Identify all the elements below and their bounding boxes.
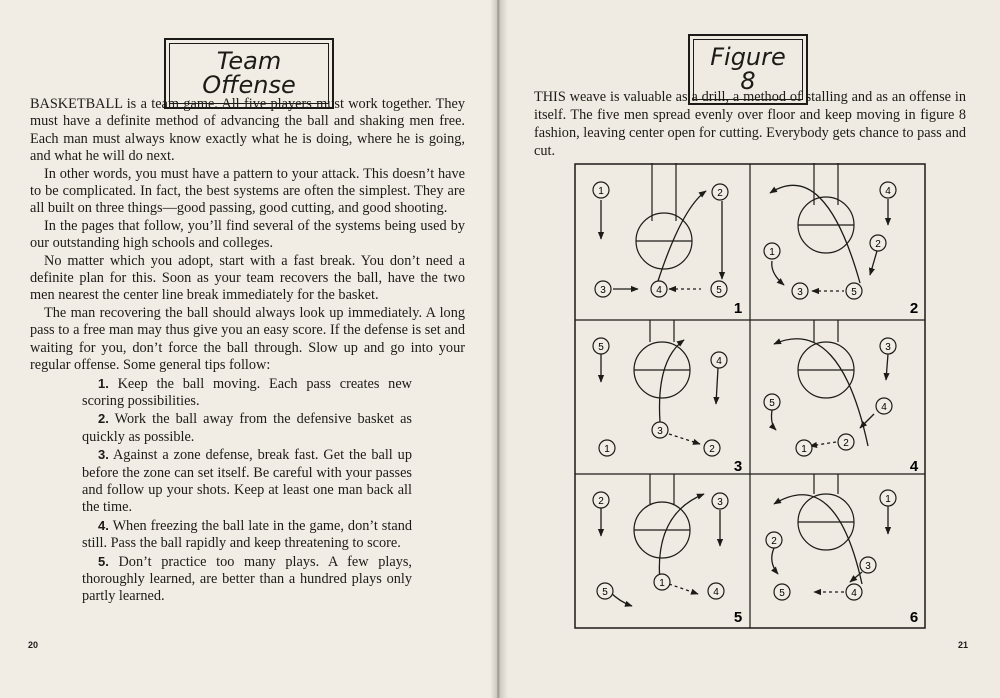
player-marker xyxy=(652,422,668,438)
player-marker xyxy=(593,492,609,508)
player-number: 1 xyxy=(604,444,610,455)
player-number: 4 xyxy=(656,285,662,296)
panel-number: 2 xyxy=(909,300,919,317)
tip-text: When freezing the ball late in the game, don’t stand still. Pass the ball rapidly and keep threatening to score. xyxy=(82,517,412,552)
player-number: 4 xyxy=(716,356,722,367)
tips-list xyxy=(82,375,412,606)
player-marker xyxy=(870,235,886,251)
player-number: 3 xyxy=(600,285,606,296)
diagram-panel-2 xyxy=(764,163,918,317)
player-marker xyxy=(860,557,876,573)
paragraph: The man recovering the ball should always look up immediately. A long pass to a free man may thus give you an easy score. If the defense is set and waiting for you, don’t force the ball through. Slow up and go into your regular offense. Some general tips follow: xyxy=(30,304,465,374)
player-marker xyxy=(846,283,862,299)
player-marker xyxy=(774,584,790,600)
player-marker xyxy=(766,532,782,548)
tip-item xyxy=(82,375,412,411)
player-marker xyxy=(595,281,611,297)
player-marker xyxy=(654,574,670,590)
free-throw-lane xyxy=(636,163,692,269)
player-number: 3 xyxy=(865,561,871,572)
player-marker xyxy=(838,434,854,450)
panel-number: 5 xyxy=(733,609,743,626)
player-number: 3 xyxy=(657,426,663,437)
diagram-panel-4 xyxy=(764,320,919,475)
tip-text: Keep the ball moving. Each pass creates new scoring possibilities. xyxy=(82,375,412,409)
player-marker xyxy=(792,283,808,299)
player-marker xyxy=(796,440,812,456)
diagram-panel-1 xyxy=(593,163,742,317)
tip-number: 3. xyxy=(98,447,109,463)
paragraph: No matter which you adopt, start with a fast break. You don’t need a definite plan for this. Soon as your team recovers the ball, have the two men nearest the center line break immediately for the basket. xyxy=(30,252,465,304)
diagram-panel-5 xyxy=(593,474,742,626)
figure-8-diagram xyxy=(574,163,926,629)
free-throw-lane xyxy=(798,320,854,398)
left-body-text xyxy=(30,96,465,606)
player-marker xyxy=(846,584,862,600)
free-throw-lane xyxy=(634,320,690,398)
player-number: 1 xyxy=(885,494,891,505)
free-throw-lane xyxy=(798,474,854,550)
panel-number: 6 xyxy=(909,609,919,626)
left-page xyxy=(0,0,497,698)
player-number: 1 xyxy=(769,247,775,258)
player-number: 3 xyxy=(717,497,723,508)
page-number: 20 xyxy=(28,640,39,650)
tip-number: 4. xyxy=(98,517,109,533)
player-number: 2 xyxy=(598,496,604,507)
player-number: 3 xyxy=(885,342,891,353)
player-marker xyxy=(704,440,720,456)
player-marker xyxy=(764,394,780,410)
paragraph: BASKETBALL is a team game. All five players must work together. They must have a definite method of advancing the ball and shaking men free. Each man must always know exactly what he is doing, where he is going, and what he will do next. xyxy=(30,96,465,165)
player-marker xyxy=(651,281,667,297)
panel-number: 1 xyxy=(733,300,743,317)
figure-description: THIS weave is valuable as a drill, a method of stalling and as an offense in itself. The five men spread evenly over floor and keep moving in figure 8 fashion, leaving center open for cutting. Everybody gets chance to pass and cut. xyxy=(534,89,966,159)
diagram-panel-6 xyxy=(766,474,918,626)
player-marker xyxy=(593,182,609,198)
player-marker xyxy=(764,243,780,259)
page-number: 21 xyxy=(958,640,969,650)
tip-item xyxy=(82,446,412,517)
player-number: 3 xyxy=(797,287,803,298)
player-number: 5 xyxy=(769,398,775,409)
tip-text: Against a zone defense, break fast. Get the ball up before the zone can set itself. Be careful with your passes and follow up your shots. Keep at least one man back all the time. xyxy=(82,447,412,516)
panel-number: 3 xyxy=(733,458,743,475)
player-number: 5 xyxy=(779,588,785,599)
player-number: 5 xyxy=(716,285,722,296)
diagram-panel-3 xyxy=(593,320,742,475)
player-number: 2 xyxy=(709,444,715,455)
tip-text: Don’t practice too many plays. A few plays, thoroughly learned, are better than a hundred plays only partly learned. xyxy=(82,553,412,605)
player-number: 4 xyxy=(885,186,891,197)
player-number: 1 xyxy=(659,578,665,589)
player-marker xyxy=(880,338,896,354)
player-number: 2 xyxy=(843,438,849,449)
player-number: 2 xyxy=(717,188,723,199)
player-marker xyxy=(599,440,615,456)
tip-item xyxy=(82,517,412,553)
tip-text: Work the ball away from the defensive basket as quickly as possible. xyxy=(82,411,412,445)
paragraph: In the pages that follow, you’ll find several of the systems being used by our outstanding high schools and colleges. xyxy=(30,217,465,252)
player-number: 4 xyxy=(851,588,857,599)
tip-number: 5. xyxy=(98,553,109,569)
player-marker xyxy=(593,338,609,354)
tip-number: 1. xyxy=(98,375,109,391)
player-number: 2 xyxy=(875,239,881,250)
tip-item xyxy=(82,553,412,606)
tip-item xyxy=(82,410,412,446)
panel-number: 4 xyxy=(909,458,919,475)
player-number: 5 xyxy=(598,342,604,353)
player-marker xyxy=(712,184,728,200)
player-marker xyxy=(708,583,724,599)
player-marker xyxy=(711,281,727,297)
player-number: 1 xyxy=(598,186,604,197)
page-title: Team Offense xyxy=(169,43,329,104)
player-number: 4 xyxy=(713,587,719,598)
player-marker xyxy=(880,182,896,198)
tip-number: 2. xyxy=(98,411,109,427)
player-number: 5 xyxy=(602,587,608,598)
figure-title: Figure 8 xyxy=(693,39,803,100)
player-marker xyxy=(712,493,728,509)
player-number: 2 xyxy=(771,536,777,547)
player-marker xyxy=(876,398,892,414)
player-number: 1 xyxy=(801,444,807,455)
paragraph: In other words, you must have a pattern to your attack. This doesn’t have to be complicated. In fact, the best systems are often the simplest. They are all built on three things—good passing, good cutting, and good shooting. xyxy=(30,165,465,217)
player-marker xyxy=(880,490,896,506)
player-marker xyxy=(711,352,727,368)
player-marker xyxy=(597,583,613,599)
player-number: 5 xyxy=(851,287,857,298)
player-number: 4 xyxy=(881,402,887,413)
